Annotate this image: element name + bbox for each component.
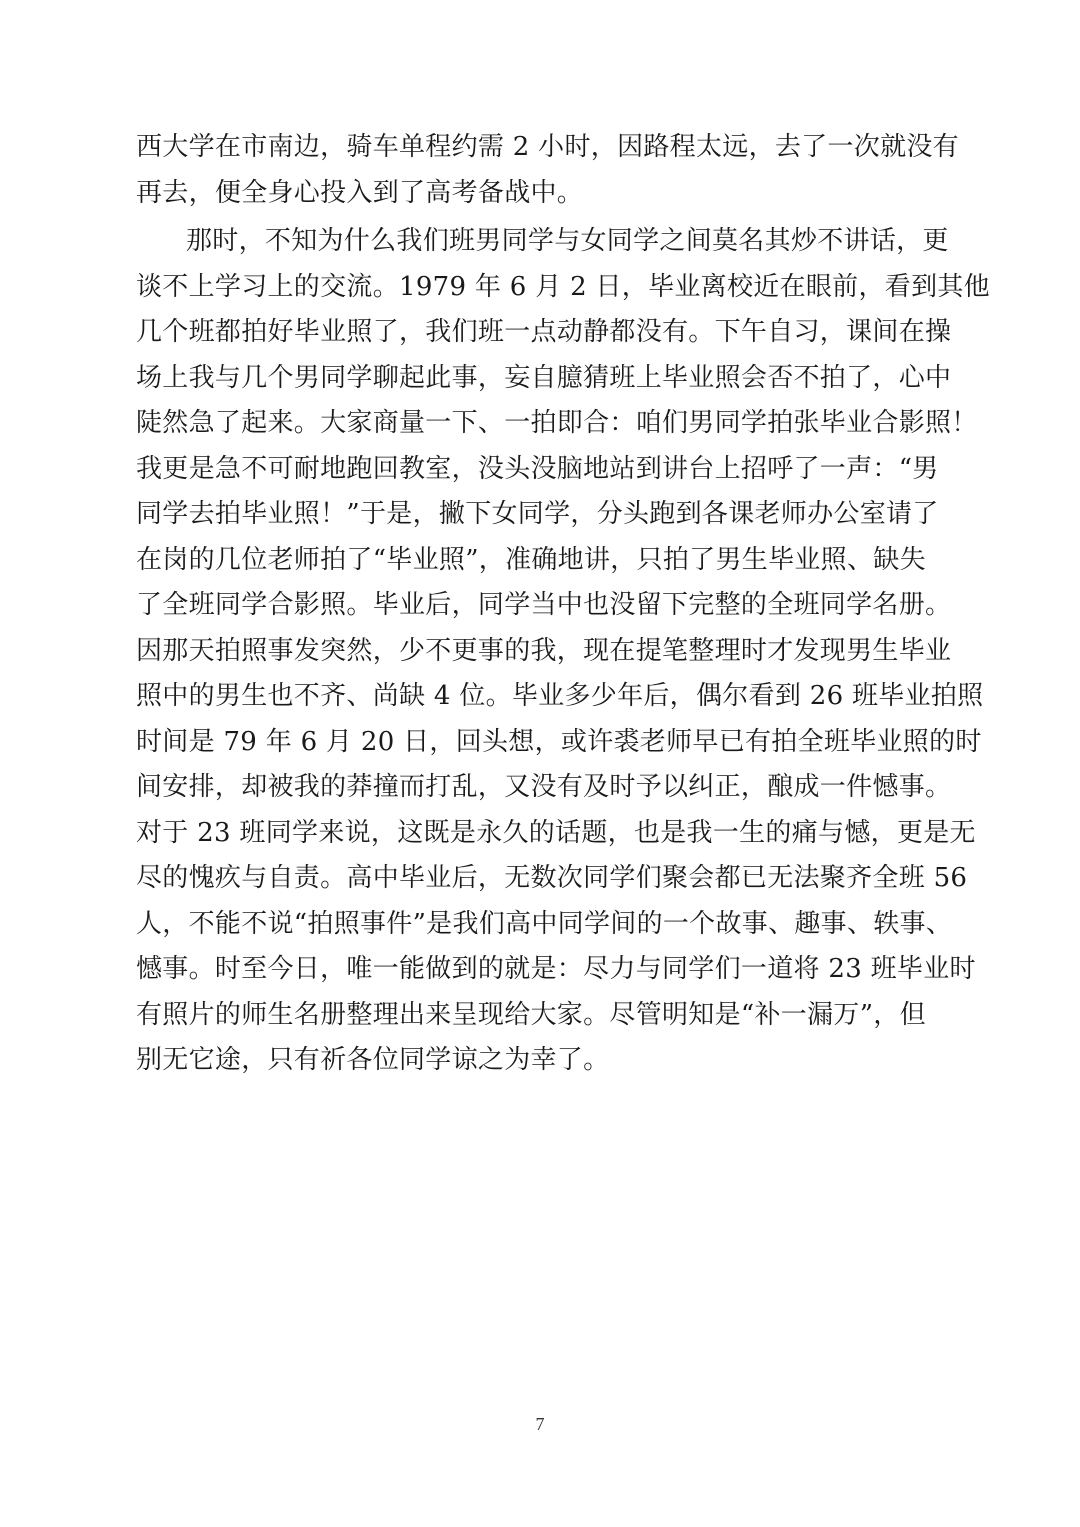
text-line: 时间是 79 年 6 月 20 日，回头想，或许裘老师早已有拍全班毕业照的时 (136, 726, 982, 757)
text-line: 别无它途，只有祈各位同学谅之为幸了。 (136, 1045, 610, 1075)
text-line: 在岗的几位老师拍了“毕业照”，准确地讲，只拍了男生毕业照、缺失 (136, 544, 926, 575)
page-number: 7 (535, 1414, 545, 1434)
text-line: 几个班都拍好毕业照了，我们班一点动静都没有。下午自习，课间在操 (136, 317, 952, 347)
text-line: 那时，不知为什么我们班男同学与女同学之间莫名其炒不讲话，更 (186, 226, 949, 256)
text-line: 人，不能不说“拍照事件”是我们高中同学间的一个故事、趣事、轶事、 (136, 908, 953, 939)
text-line: 同学去拍毕业照！”于是，撇下女同学，分头跑到各课老师办公室请了 (136, 499, 939, 529)
text-line: 西大学在市南边，骑车单程约需 2 小时，因路程太远，去了一次就没有 (136, 132, 959, 162)
paragraph-1 (136, 125, 959, 216)
text-line: 憾事。时至今日，唯一能做到的就是：尽力与同学们一道将 23 班毕业时 (136, 954, 976, 984)
text-line: 了全班同学合影照。毕业后，同学当中也没留下完整的全班同学名册。 (136, 590, 952, 620)
text-line: 再去，便全身心投入到了高考备战中。 (136, 177, 584, 208)
text-line: 我更是急不可耐地跑回教室，没头没脑地站到讲台上招呼了一声：“男 (136, 453, 939, 484)
text-line: 间安排，却被我的莽撞而打乱，又没有及时予以纠正，酿成一件憾事。 (136, 772, 952, 802)
text-line: 照中的男生也不齐、尚缺 4 位。毕业多少年后，偶尔看到 26 班毕业拍照 (136, 681, 984, 711)
text-line: 场上我与几个男同学聊起此事，妄自臆猜班上毕业照会否不拍了，心中 (136, 362, 952, 393)
text-line: 陡然急了起来。大家商量一下、一拍即合：咱们男同学拍张毕业合影照！ (136, 408, 978, 438)
text-line: 有照片的师生名册整理出来呈现给大家。尽管明知是“补一漏万”，但 (136, 999, 926, 1030)
text-line: 对于 23 班同学来说，这既是永久的话题，也是我一生的痛与憾，更是无 (136, 817, 976, 848)
text-line: 谈不上学习上的交流。1979 年 6 月 2 日，毕业离校近在眼前，看到其他 (136, 271, 990, 302)
text-line: 因那天拍照事发突然，少不更事的我，现在提笔整理时才发现男生毕业 (136, 635, 952, 666)
paragraph-2 (136, 219, 990, 1084)
body-text (136, 125, 990, 1084)
text-line: 尽的愧疚与自责。高中毕业后，无数次同学们聚会都已无法聚齐全班 56 (136, 863, 968, 893)
